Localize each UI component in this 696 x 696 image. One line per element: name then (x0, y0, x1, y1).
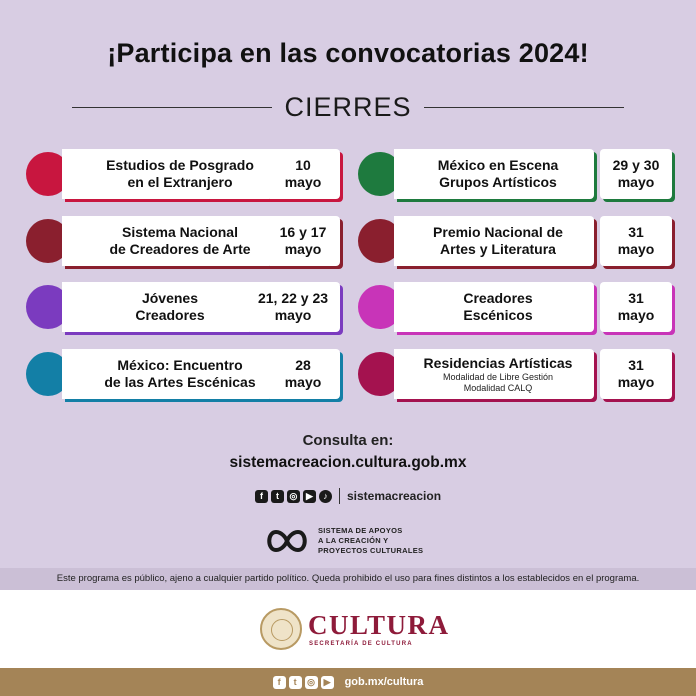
divider-right (424, 107, 624, 108)
convocatoria-subtitle: Modalidad de Libre Gestión Modalidad CALQ (442, 371, 554, 393)
footer-bar (0, 668, 696, 696)
date-box (266, 216, 340, 266)
social-row (0, 488, 696, 504)
secretaria-label: SECRETARÍA DE CULTURA (309, 641, 413, 647)
sistema-apoyos-line: PROYECTOS CULTURALES (318, 546, 424, 555)
closing-date: 29 y 30 mayo (612, 157, 660, 190)
closing-date: 16 y 17 mayo (279, 224, 327, 257)
social-divider (339, 488, 340, 504)
convocatoria-name: Sistema Nacional de Creadores de Arte (109, 224, 251, 257)
cultura-logo: CULTURA (308, 610, 450, 640)
convocatoria-name-box (62, 149, 290, 199)
footer-url[interactable]: gob.mx/cultura (344, 676, 424, 688)
convocatoria-name: Jóvenes Creadores (135, 290, 205, 323)
sistema-apoyos-line: A LA CREACIÓN Y (318, 536, 389, 545)
facebook-icon[interactable]: f (255, 490, 268, 503)
date-box (600, 282, 672, 332)
date-box (246, 282, 340, 332)
consulta-label: Consulta en: (302, 432, 394, 449)
convocatoria-name: Residencias Artísticas (423, 354, 573, 371)
convocatoria-name-box (62, 282, 270, 332)
convocatoria-name: México en Escena Grupos Artísticos (437, 157, 559, 190)
date-box (600, 216, 672, 266)
convocatoria-name-box (394, 349, 594, 399)
youtube-icon[interactable]: ▶ (303, 490, 316, 503)
cierres-heading (72, 90, 624, 124)
instagram-icon[interactable]: ◎ (287, 490, 300, 503)
convocatoria-name: Estudios de Posgrado en el Extranjero (106, 157, 254, 190)
consulta-url[interactable]: sistemacreacion.cultura.gob.mx (229, 454, 467, 471)
twitter-icon[interactable]: t (271, 490, 284, 503)
convocatoria-name-box (62, 349, 290, 399)
divider-left (72, 107, 272, 108)
tiktok-icon[interactable]: ♪ (319, 490, 332, 503)
social-handle[interactable]: sistemacreacion (346, 489, 442, 503)
closing-date: 28 mayo (284, 357, 322, 390)
convocatoria-name-box (394, 149, 594, 199)
closing-date: 21, 22 y 23 mayo (257, 290, 329, 323)
twitter-icon[interactable]: t (289, 676, 302, 689)
date-box (266, 149, 340, 199)
date-box (600, 149, 672, 199)
closing-date: 31 mayo (617, 357, 655, 390)
closing-date: 31 mayo (617, 224, 655, 257)
convocatoria-name-box (394, 216, 594, 266)
sistema-apoyos-logo (264, 526, 423, 556)
infinity-logo-icon (264, 528, 310, 554)
facebook-icon[interactable]: f (273, 676, 286, 689)
convocatoria-name-box (394, 282, 594, 332)
convocatoria-name: México: Encuentro de las Artes Escénicas (104, 357, 256, 390)
closing-date: 10 mayo (284, 157, 322, 190)
cierres-label: CIERRES (284, 91, 412, 122)
national-seal-icon (260, 608, 302, 650)
date-box (266, 349, 340, 399)
closing-date: 31 mayo (617, 290, 655, 323)
sistema-apoyos-line: SISTEMA DE APOYOS (318, 526, 403, 535)
date-box (600, 349, 672, 399)
instagram-icon[interactable]: ◎ (305, 676, 318, 689)
disclaimer: Este programa es público, ajeno a cualquier partido político. Queda prohibido el uso para fines distintos a los establecidos en el programa. (0, 568, 696, 590)
convocatoria-name: Creadores Escénicos (463, 290, 533, 323)
page-title: ¡Participa en las convocatorias 2024! (107, 38, 589, 68)
convocatoria-name: Premio Nacional de Artes y Literatura (433, 224, 563, 257)
convocatoria-name-box (62, 216, 290, 266)
youtube-icon[interactable]: ▶ (321, 676, 334, 689)
